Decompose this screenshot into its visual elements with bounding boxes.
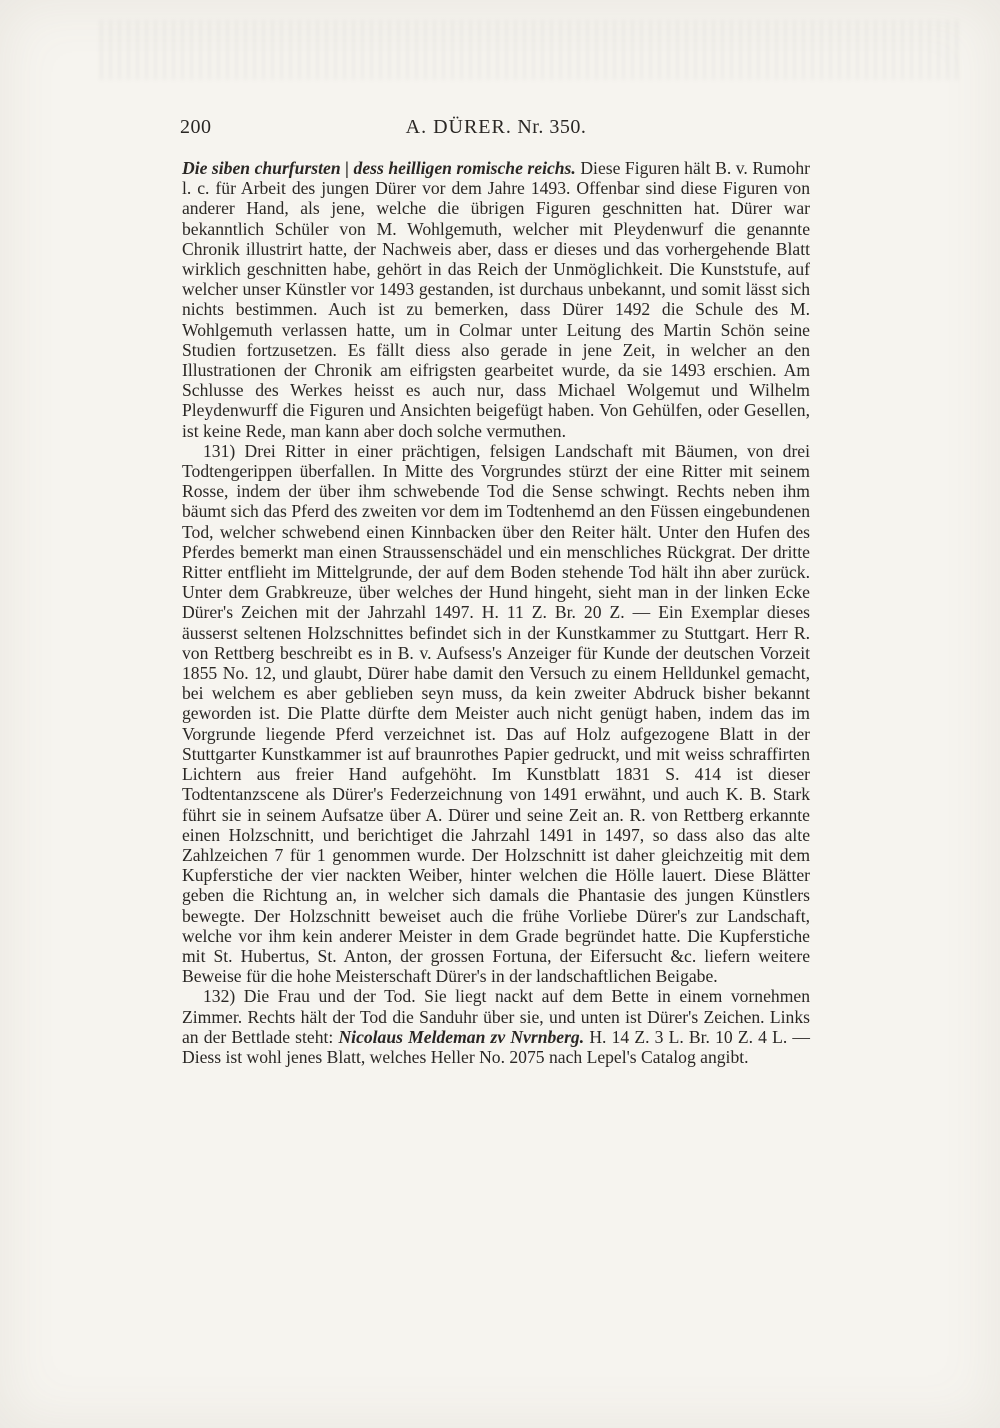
paragraph-text: Diese Figuren hält B. v. Rumohr l. c. für Arbeit des jungen Dürer vor dem Jahre 1493. Offenbar sind diese Figuren von anderer Hand, als jene, welche die übrigen Figuren geschnitten hat. Dürer war bekanntlich Schüler von M. Wohlgemuth, welcher mit Pleydenwurf die genannte Chronik illustrirt hatte, der Nachweis aber, dass er dieses und das vorhergehende Blatt wirklich geschnitten habe, gehört in das Reich der Unmöglichkeit. Die Kunststufe, auf welcher unser Künstler vor 1493 gestanden, ist durchaus unbekannt, und somit lässt sich nichts bestimmen. Auch ist zu bemerken, dass Dürer 1492 die Schule des M. Wohlgemuth verlassen hatte, um in Colmar unter Leitung des Martin Schön seine Studien fortzusetzen. Es fällt diess also gerade in jene Zeit, in welcher an den Illustrationen der Chronik am eifrigsten gearbeitet wurde, da sie 1493 erschien. Am Schlusse des Werkes heisst es auch nur, dass Michael Wolgemut und Wilhelm Pleydenwurff die Figuren und Ansichten beigefügt haben. Von Gehülfen, oder Gesellen, ist keine Rede, man kann aber doch solche vermuthen. (182, 158, 810, 441)
page-header (170, 116, 822, 146)
running-head (170, 116, 822, 139)
page-number: 200 (180, 116, 212, 138)
paragraph-entry-131 (182, 441, 810, 986)
bleed-through-artifact (100, 20, 960, 80)
paragraph-continuation (182, 158, 810, 441)
paragraph-entry-132 (182, 986, 810, 1067)
paragraph-text: 131) Drei Ritter in einer prächtigen, felsigen Landschaft mit Bäumen, von drei Todtengerippen überfallen. In Mitte des Vorgrundes stürzt der eine Ritter mit seinem Rosse, indem der über ihm schwebende Tod die Sense schwingt. Rechts neben ihm bäumt sich das Pferd des zweiten vor dem im Todtenhemd an den Füssen eingebundenen Tod, welcher schwebend einen Kinnbacken über den Reiter hält. Unter den Hufen des Pferdes bemerkt man einen Straussenschädel und ein menschliches Rückgrat. Der dritte Ritter entflieht im Mittelgrunde, der auf dem Boden stehende Tod hält ihn aber zurück. Unter dem Grabkreuze, über welches der Hund hingeht, sieht man in der linken Ecke Dürer's Zeichen mit der Jahrzahl 1497. H. 11 Z. Br. 20 Z. — Ein Exemplar dieses äusserst seltenen Holzschnittes befindet sich in der Kunstkammer zu Stuttgart. Herr R. von Rettberg beschreibt es in B. v. Aufsess's Anzeiger für Kunde der deutschen Vorzeit 1855 No. 12, und glaubt, Dürer habe damit den Versuch zu einem Helldunkel gemacht, bei welchem es aber geblieben seyn muss, da kein zweiter Abdruck bisher bekannt geworden ist. Die Platte dürfte dem Meister auch nicht genügt haben, indem das im Vorgrunde liegende Pferd verzeichnet ist. Das auf Holz aufgezogene Blatt in der Stuttgarter Kunstkammer ist auf braunrothes Papier gedruckt, und mit weiss schraffirten Lichtern aus freier Hand aufgehöht. Im Kunstblatt 1831 S. 414 ist dieser Todtentanzscene als Dürer's Federzeichnung von 1491 erwähnt, und auch K. B. Stark führt sie in seinem Aufsatze über A. Dürer und seine Zeit an. R. von Rettberg erkannte einen Holzschnitt, und berichtiget die Jahrzahl 1491 in 1497, so dass also das alte Zahlzeichen 7 für 1 genommen wurde. Der Holzschnitt ist daher gleichzeitig mit dem Kupferstiche der vier nackten Weiber, hinter welchen die Hölle lauert. Diese Blätter geben die Richtung an, in welcher sich damals die Phantasie des jungen Künstlers bewegte. Der Holzschnitt beweiset auch die frühe Vorliebe Dürer's zur Landschaft, welche vor ihm kein anderer Meister in dem Grade begründet hatte. Die Kupferstiche mit St. Hubertus, St. Anton, der grossen Fortuna, der Eifersucht &c. liefern weitere Beweise für die hohe Meisterschaft Dürer's in der landschaftlichen Beigabe. (182, 440, 810, 987)
running-head-author: A. DÜRER. (405, 116, 512, 138)
paragraph-text: 132) Die Frau und der Tod. Sie liegt nackt auf dem Bette in einem vornehmen Zimmer. Rechts hält der Tod die Sanduhr über sie, und unten ist Dürer's Zeichen. Links an der Bettlade steht: (182, 986, 810, 1047)
inscription-title: Die siben churfursten | dess heilligen romische reichs. (182, 158, 576, 178)
paragraph-text: H. 14 Z. 3 L. Br. 10 Z. 4 L. — Diess ist wohl jenes Blatt, welches Heller No. 2075 nach Lepel's Catalog angibt. (182, 1026, 811, 1067)
running-head-item-number: Nr. 350. (517, 116, 587, 138)
inscription-text: Nicolaus Meldeman zv Nvrnberg. (338, 1026, 585, 1047)
body-text (182, 158, 810, 1067)
